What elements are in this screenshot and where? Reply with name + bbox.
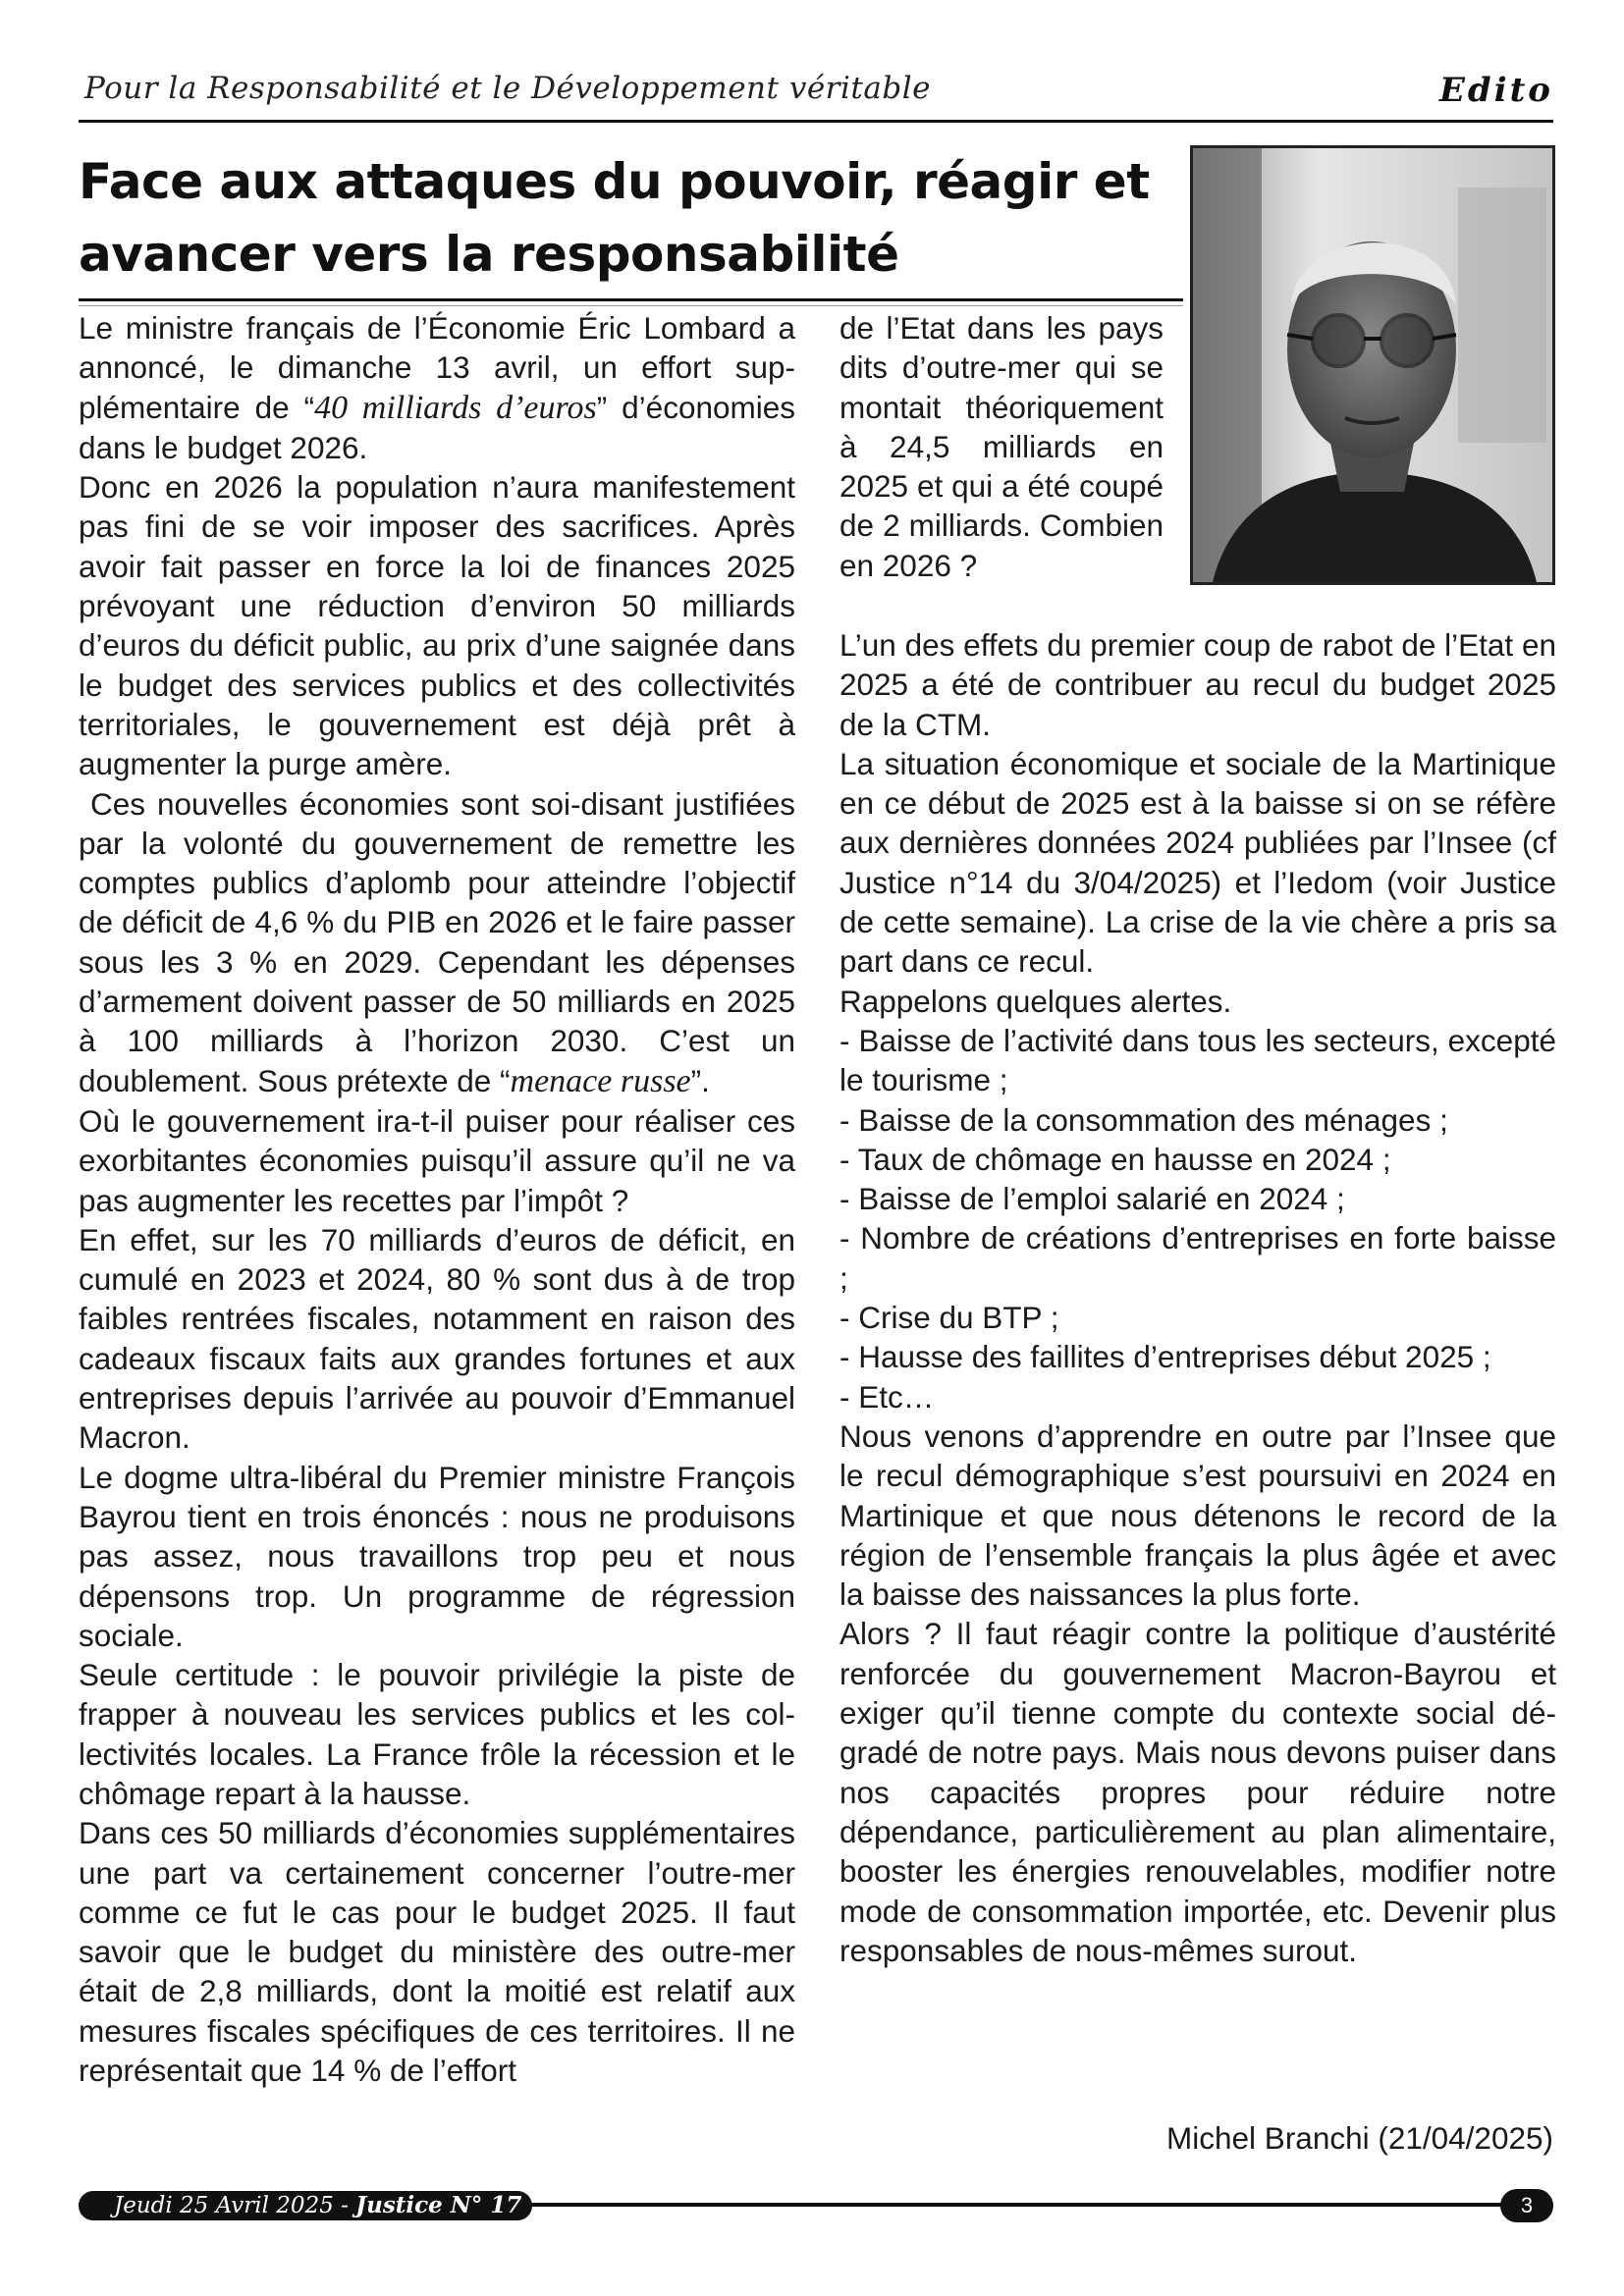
list-item: - Etc… bbox=[839, 1378, 935, 1415]
paragraph: Ces nouvelles économies sont soi-disant justifiées par la volonté du gouvernement de remettre les comptes publics d’aplomb pour atteindre l’objectif de déficit de 4,6 % du PIB en 2026 et le faire passer sous les 3 % en 2029. Cependant les dépenses d’armement doivent passer de 50 milliards en 2025 à 100 milliards à l’horizon 2030. C’est un doublement. Sous prétexte de “menace russe”. bbox=[79, 785, 795, 1099]
article-title: Face aux attaques du pouvoir, réagir et avancer vers la responsabilité bbox=[79, 153, 1150, 283]
article-column-2 bbox=[839, 625, 1556, 1970]
paragraph: Alors ? Il faut réagir contre la politique d’austérité renforcée du gouvernement Macron-Bayrou et exiger qu’il tienne compte du contexte social dégradé de notre pays. Mais nous devons puiser dans nos capacités propres pour réduire notre dépendance, particulièrement au plan alimentaire, booster les énergies renouvelables, modifier notre mode de consommation importée, etc. Devenir plus responsables de nous-mêmes surout. bbox=[839, 1616, 1556, 1968]
author-photo bbox=[1190, 145, 1555, 585]
header-rule bbox=[79, 120, 1553, 123]
footer-issue-label bbox=[79, 2191, 532, 2220]
quote-inline: menace russe bbox=[510, 1062, 691, 1099]
paragraph: Dans ces 50 milliards d’économies supplémentaires une part va certainement concerner l’outre-mer comme ce fut le cas pour le budget 2025. Il faut savoir que le budget du ministère des outre-mer était de 2,8 milliards, dont la moitié est relatif aux mesures fiscales spécifiques de ces territoires. Il ne représentait que 14 % de l’effort bbox=[79, 1815, 795, 2089]
alerts-list bbox=[839, 1021, 1556, 1416]
paragraph: Nous venons d’apprendre en outre par l’Insee que le recul démographique s’est poursuivi en 2024 en Martinique et que nous détenons le record de la région de l’ensemble français la plus âgée et avec la baisse des naissances la plus forte. bbox=[839, 1417, 1556, 1613]
article-column-1 bbox=[79, 308, 795, 2090]
paragraph: Le ministre français de l’Économie Éric Lombard a annoncé, le dimanche 13 avril, un effort supplémentaire de “40 milliards d’euros” d’économies dans le budget 2026. bbox=[79, 310, 796, 465]
quote-inline: 40 milliards d’euros bbox=[314, 389, 597, 426]
article-column-2-top bbox=[839, 308, 1164, 585]
list-item: - Baisse de l’activité dans tous les secteurs, excepté le tourisme ; bbox=[839, 1022, 1556, 1098]
list-item: - Hausse des faillites d’entreprises début 2025 ; bbox=[839, 1339, 1491, 1375]
paragraph: Le dogme ultra-libéral du Premier ministre François Bayrou tient en trois énoncés : nous ne produisons pas assez, nous travaillons trop peu et nous dépensons trop. Un programme de régression sociale. bbox=[79, 1459, 795, 1653]
paragraph: Seule certitude : le pouvoir privilégie la piste de frapper à nouveau les services publics et les collectivités locales. La France frôle la récession et le chômage repart à la hausse. bbox=[79, 1657, 795, 1811]
paragraph: Rappelons quelques alertes. bbox=[839, 983, 1232, 1019]
author-signature: Michel Branchi (21/04/2025) bbox=[1166, 2120, 1553, 2156]
page-number: 3 bbox=[1500, 2189, 1553, 2222]
header-motto: Pour la Responsabilité et le Développement véritable bbox=[84, 71, 931, 106]
paragraph: Où le gouvernement ira-t-il puiser pour réaliser ces exorbitantes économies puisqu’il assure qu’il ne va pas augmenter les recettes par l’impôt ? bbox=[79, 1102, 795, 1218]
list-item: - Baisse de l’emploi salarié en 2024 ; bbox=[839, 1181, 1345, 1217]
list-item: - Baisse de la consommation des ménages ; bbox=[839, 1101, 1448, 1138]
footer-date: Jeudi 25 Avril 2025 - bbox=[114, 2193, 356, 2218]
list-item: - Crise du BTP ; bbox=[839, 1300, 1059, 1336]
list-item: - Taux de chômage en hausse en 2024 ; bbox=[839, 1141, 1391, 1177]
paragraph: de l’Etat dans les pays dits d’outre-mer qui se montait théoriquement à 24,5 milliards en 2025 et qui a été coupé de 2 milliards. Combien en 2026 ? bbox=[839, 310, 1164, 583]
paragraph: En effet, sur les 70 milliards d’euros de déficit, en cumulé en 2023 et 2024, 80 % sont dus à de trop faibles rentrées fiscales, notamment en raison des cadeaux fiscaux faits aux grandes fortunes et aux entreprises depuis l’arrivée au pouvoir d’Emmanuel Macron. bbox=[79, 1221, 795, 1456]
footer-issue: Justice N° 17 bbox=[355, 2192, 522, 2218]
paragraph: L’un des effets du premier coup de rabot de l’Etat en 2025 a été de contribuer au recul du budget 2025 de la CTM. bbox=[839, 627, 1556, 742]
section-label: Edito bbox=[1439, 71, 1553, 110]
paragraph: Donc en 2026 la population n’aura manifestement pas fini de se voir imposer des sacrifices. Après avoir fait passer en force la loi de finances 2025 prévoyant une réduction d’environ 50 milliards d’euros du déficit public, au prix d’une saignée dans le budget des services publics et des collectivités territoriales, le gouvernement est déjà prêt à augmenter la purge amère. bbox=[79, 469, 795, 782]
title-rule-thin bbox=[79, 305, 1183, 306]
paragraph: La situation économique et sociale de la Martinique en ce début de 2025 est à la baisse si on se réfère aux dernières données 2024 publiées par l’Insee (cf Justice n°14 du 3/04/2025) et l’Iedom (voir Justice de cette semaine). La crise de la vie chère a pris sa part dans ce recul. bbox=[839, 745, 1556, 980]
title-rule bbox=[79, 298, 1183, 301]
list-item: - Nombre de créations d’entreprises en forte baisse ; bbox=[839, 1220, 1556, 1296]
